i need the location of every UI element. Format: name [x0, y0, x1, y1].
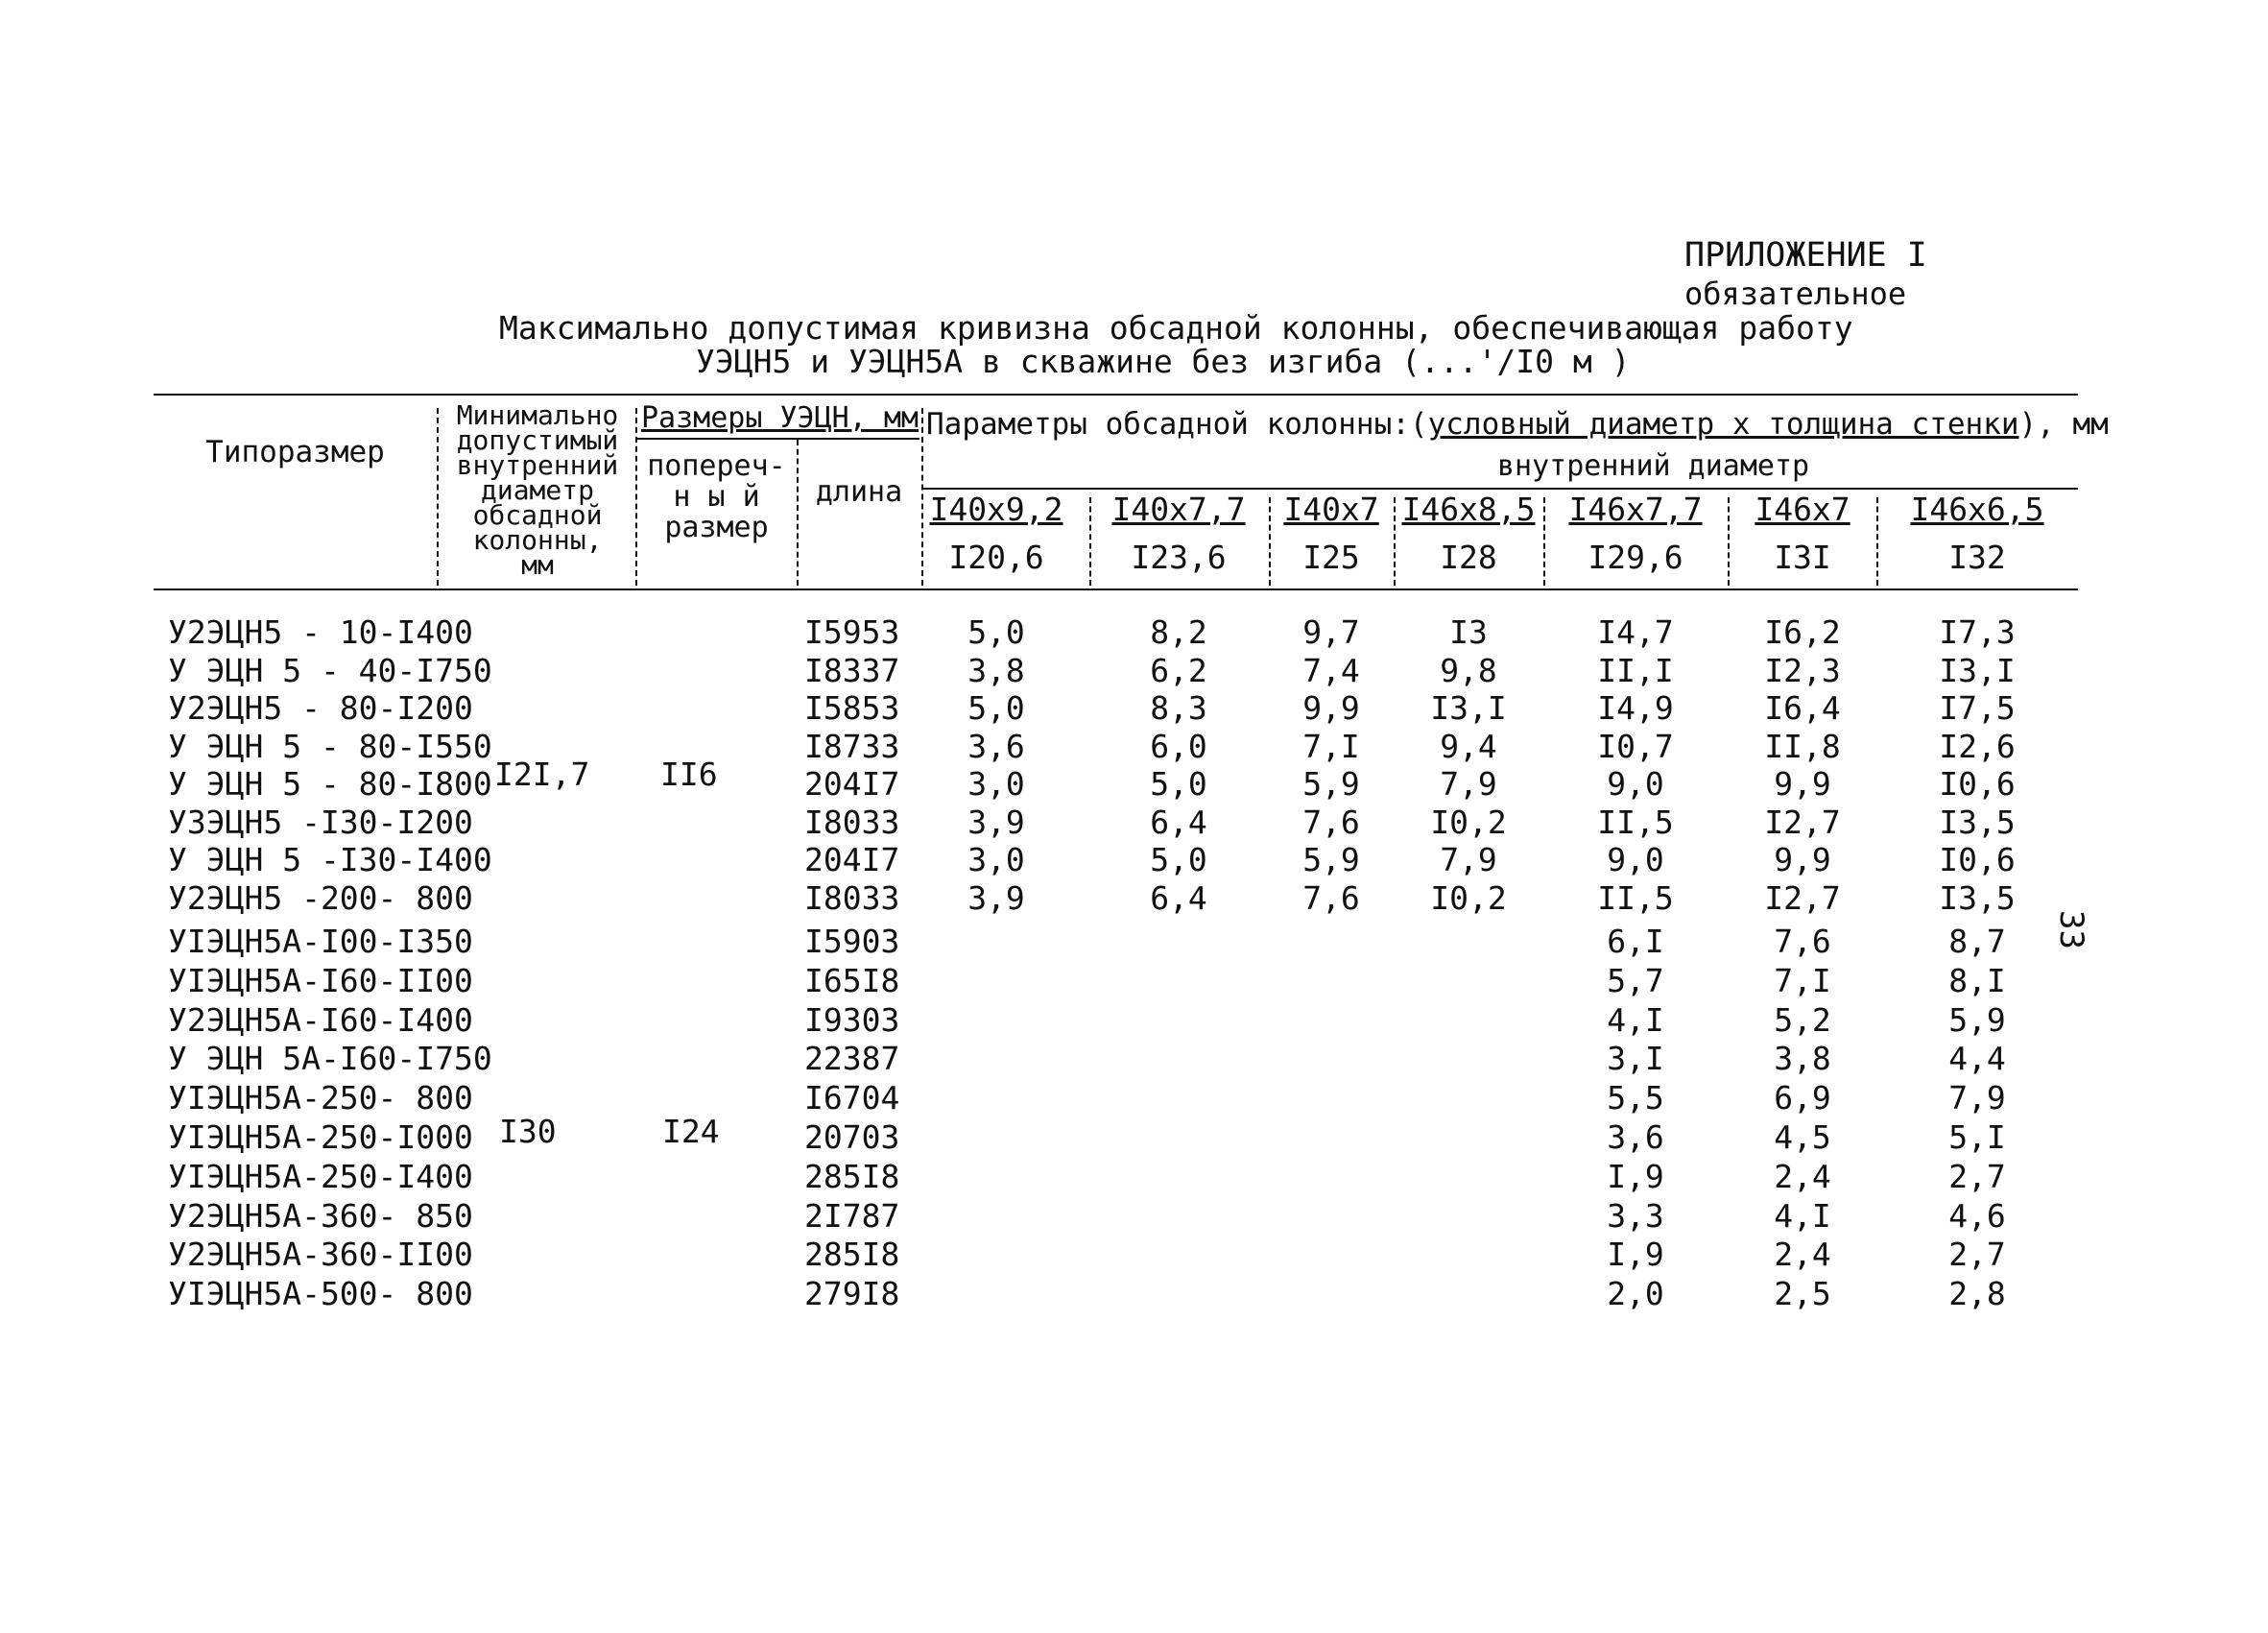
casing-unit: ), мм	[2018, 407, 2109, 442]
row-type: У ЭЦН 5 -I30-I400	[168, 841, 492, 878]
row-length: I5853	[804, 689, 900, 727]
inner-diameter-header: I29,6	[1588, 539, 1683, 576]
row-type: УIЭЦН5А-250-I000	[168, 1118, 473, 1156]
row-value: 4,5	[1774, 1118, 1831, 1156]
row-length: 20703	[804, 1118, 900, 1156]
row-type: У2ЭЦН5 - 10-I400	[168, 613, 473, 651]
min-diameter-line: Минимально	[456, 399, 619, 431]
row-length: I5903	[804, 923, 900, 960]
row-type: У ЭЦН 5А-I60-I750	[168, 1040, 492, 1078]
row-value: 3,9	[967, 803, 1025, 841]
row-type: УIЭЦН5А-500- 800	[168, 1275, 473, 1313]
row-value: 5,5	[1607, 1079, 1664, 1117]
row-value: I2,6	[1939, 727, 2016, 765]
row-value: 5,7	[1607, 961, 1664, 999]
casing-params-label: Параметры обсадной колонны:	[926, 407, 1410, 442]
row-value: I6,2	[1764, 613, 1841, 651]
col-header-sizes-group: Размеры УЭЦН, мм	[641, 401, 919, 435]
group2-min-diameter: I30	[499, 1113, 557, 1150]
row-value: I0,2	[1430, 878, 1507, 917]
min-diameter-line: внутренний	[456, 449, 619, 481]
inner-diameter-header: I3I	[1774, 539, 1831, 576]
row-value: 4,4	[1948, 1040, 2006, 1078]
row-value: 5,0	[1150, 841, 1207, 878]
row-length: I6704	[804, 1079, 900, 1117]
row-length: 22387	[804, 1040, 900, 1078]
row-value: I7,3	[1939, 613, 2016, 651]
row-value: 8,2	[1150, 613, 1207, 651]
row-value: 2,8	[1948, 1275, 2006, 1313]
min-diameter-line: допустимый	[456, 424, 619, 456]
group1-cross-size: II6	[660, 756, 718, 793]
row-value: 6,4	[1150, 803, 1207, 841]
casing-size-header: I40х7,7	[1111, 491, 1246, 528]
table-title-line1: Максимально допустимая кривизна обсадной колонны, обеспечивающая работу	[499, 309, 1853, 347]
row-value: I4,9	[1597, 689, 1674, 727]
row-value: 8,3	[1150, 689, 1207, 727]
col-header-casing-params	[926, 407, 2109, 442]
row-value: I3,I	[1939, 651, 2016, 689]
row-value: 5,I	[1948, 1118, 2006, 1156]
row-length: 204I7	[804, 765, 900, 803]
cross-size-line: размер	[664, 511, 769, 544]
casing-size-header: I46х7	[1755, 491, 1850, 528]
row-value: 9,4	[1440, 727, 1497, 765]
row-value: 7,6	[1774, 923, 1831, 960]
row-type: У2ЭЦН5 - 80-I200	[168, 689, 473, 727]
row-value: 3,I	[1607, 1040, 1664, 1078]
row-value: 3,6	[1607, 1118, 1664, 1156]
row-value: 4,I	[1774, 1196, 1831, 1235]
row-value: 5,9	[1302, 765, 1360, 803]
row-value: II,8	[1764, 727, 1841, 765]
row-value: 9,9	[1302, 689, 1360, 727]
row-value: 3,0	[967, 841, 1025, 878]
row-value: I3,5	[1939, 878, 2016, 917]
inner-diameter-header: I23,6	[1131, 539, 1227, 576]
header-separator	[797, 440, 799, 586]
row-length: I8033	[804, 878, 900, 917]
col-header-length: длина	[815, 475, 903, 509]
row-type: УIЭЦН5А-250- 800	[168, 1079, 473, 1117]
row-value: 2,4	[1774, 1157, 1831, 1195]
row-value: 7,6	[1302, 803, 1360, 841]
casing-size-header: I46х6,5	[1910, 491, 2044, 528]
col-header-min-diameter	[442, 399, 633, 581]
row-value: 9,9	[1774, 765, 1831, 803]
row-value: I4,7	[1597, 613, 1674, 651]
row-length: 285I8	[804, 1236, 900, 1274]
row-value: 5,0	[967, 689, 1025, 727]
row-value: I0,7	[1597, 727, 1674, 765]
row-length: I8337	[804, 651, 900, 689]
row-length: I8733	[804, 727, 900, 765]
table-title-line2: УЭЦН5 и УЭЦН5А в скважине без изгиба (...'/I0 м )	[696, 343, 1631, 380]
row-type: У2ЭЦН5А-I60-I400	[168, 1000, 473, 1039]
inner-diameter-header: I20,6	[948, 539, 1044, 576]
row-length: I5953	[804, 613, 900, 651]
row-length: 285I8	[804, 1157, 900, 1195]
row-value: 2,7	[1948, 1236, 2006, 1274]
row-value: 6,2	[1150, 651, 1207, 689]
row-value: 9,7	[1302, 613, 1360, 651]
row-value: II,I	[1597, 651, 1674, 689]
row-value: 2,4	[1774, 1236, 1831, 1274]
row-value: 3,8	[967, 651, 1025, 689]
row-type: У2ЭЦН5А-360- 850	[168, 1196, 473, 1235]
row-value: 8,I	[1948, 961, 2006, 999]
casing-size-header: I40х7	[1283, 491, 1379, 528]
row-type: У2ЭЦН5А-360-II00	[168, 1236, 473, 1274]
row-length: I9303	[804, 1000, 900, 1039]
row-type: УIЭЦН5А-I60-II00	[168, 961, 473, 999]
col-header-cross-size	[638, 451, 795, 543]
row-value: 9,8	[1440, 651, 1497, 689]
row-length: I8033	[804, 803, 900, 841]
row-value: I2,7	[1764, 878, 1841, 917]
sizes-group-rule	[635, 438, 919, 440]
row-value: 7,I	[1302, 727, 1360, 765]
row-value: 2,7	[1948, 1157, 2006, 1195]
row-value: I6,4	[1764, 689, 1841, 727]
row-value: I,9	[1607, 1157, 1664, 1195]
row-type: У ЭЦН 5 - 80-I550	[168, 727, 492, 765]
cross-size-line: попереч-	[647, 449, 786, 483]
row-value: 7,9	[1440, 765, 1497, 803]
col-header-type: Типоразмер	[205, 435, 385, 469]
row-value: 6,9	[1774, 1079, 1831, 1117]
row-type: У3ЭЦН5 -I30-I200	[168, 803, 473, 841]
appendix-note: обязательное	[1684, 276, 1907, 312]
row-value: 4,I	[1607, 1000, 1664, 1039]
row-value: 3,3	[1607, 1196, 1664, 1235]
row-value: 5,9	[1302, 841, 1360, 878]
inner-diameter-label: внутренний диаметр	[1497, 449, 1810, 483]
row-value: I,9	[1607, 1236, 1664, 1274]
row-value: 7,9	[1440, 841, 1497, 878]
row-length: 279I8	[804, 1275, 900, 1313]
row-value: 2,0	[1607, 1275, 1664, 1313]
row-type: У ЭЦН 5 - 80-I800	[168, 765, 492, 803]
table-header-bottom-rule	[154, 588, 2078, 590]
casing-size-header: I40х9,2	[929, 491, 1063, 528]
group2-cross-size: I24	[662, 1113, 720, 1150]
row-value: I0,2	[1430, 803, 1507, 841]
row-value: 5,0	[1150, 765, 1207, 803]
row-type: УIЭЦН5А-250-I400	[168, 1157, 473, 1195]
row-type: УIЭЦН5А-I00-I350	[168, 923, 473, 960]
row-value: II,5	[1597, 803, 1674, 841]
row-value: 3,9	[967, 878, 1025, 917]
row-value: 7,4	[1302, 651, 1360, 689]
casing-open-paren: (	[1409, 407, 1428, 442]
row-value: 9,0	[1607, 841, 1664, 878]
inner-diameter-header: I28	[1440, 539, 1497, 576]
row-value: 7,I	[1774, 961, 1831, 999]
row-value: I2,3	[1764, 651, 1841, 689]
casing-size-header: I46х7,7	[1568, 491, 1703, 528]
row-value: 7,9	[1948, 1079, 2006, 1117]
header-separator	[1089, 497, 1091, 586]
row-length: 2I787	[804, 1196, 900, 1235]
row-length: I65I8	[804, 961, 900, 999]
row-value: I0,6	[1939, 765, 2016, 803]
row-value: II,5	[1597, 878, 1674, 917]
inner-diameter-header: I32	[1948, 539, 2006, 576]
row-value: I2,7	[1764, 803, 1841, 841]
row-length: 204I7	[804, 841, 900, 878]
header-separator	[437, 408, 439, 586]
row-value: 2,5	[1774, 1275, 1831, 1313]
row-value: I3	[1449, 613, 1488, 651]
table-top-rule	[154, 394, 2078, 396]
row-value: 9,0	[1607, 765, 1664, 803]
row-type: У ЭЦН 5 - 40-I750	[168, 651, 492, 689]
row-value: 3,8	[1774, 1040, 1831, 1078]
appendix-label: ПРИЛОЖЕНИЕ I	[1684, 236, 1927, 275]
page-number: 33	[2052, 910, 2090, 949]
min-diameter-line: колонны,	[472, 524, 603, 556]
row-value: 9,9	[1774, 841, 1831, 878]
row-value: 6,0	[1150, 727, 1207, 765]
row-value: 5,0	[967, 613, 1025, 651]
row-value: 7,6	[1302, 878, 1360, 917]
header-separator	[635, 408, 637, 586]
row-type: У2ЭЦН5 -200- 800	[168, 878, 473, 917]
row-value: 6,I	[1607, 923, 1664, 960]
row-value: I7,5	[1939, 689, 2016, 727]
row-value: 8,7	[1948, 923, 2006, 960]
min-diameter-line: диаметр	[480, 474, 594, 506]
inner-diameter-header: I25	[1302, 539, 1360, 576]
row-value: I0,6	[1939, 841, 2016, 878]
row-value: 4,6	[1948, 1196, 2006, 1235]
row-value: 5,2	[1774, 1000, 1831, 1039]
min-diameter-line: мм	[521, 549, 554, 581]
row-value: 3,0	[967, 765, 1025, 803]
row-value: 6,4	[1150, 878, 1207, 917]
cross-size-line: н ы й	[673, 480, 760, 514]
casing-size-header: I46х8,5	[1401, 491, 1536, 528]
row-value: 5,9	[1948, 1000, 2006, 1039]
row-value: I3,I	[1430, 689, 1507, 727]
row-value: 3,6	[967, 727, 1025, 765]
casing-formula: условный диаметр х толщина стенки	[1427, 407, 2019, 442]
row-value: I3,5	[1939, 803, 2016, 841]
min-diameter-line: обсадной	[472, 499, 603, 531]
casing-inner-rule	[921, 488, 2078, 490]
group1-min-diameter: I2I,7	[494, 756, 590, 793]
